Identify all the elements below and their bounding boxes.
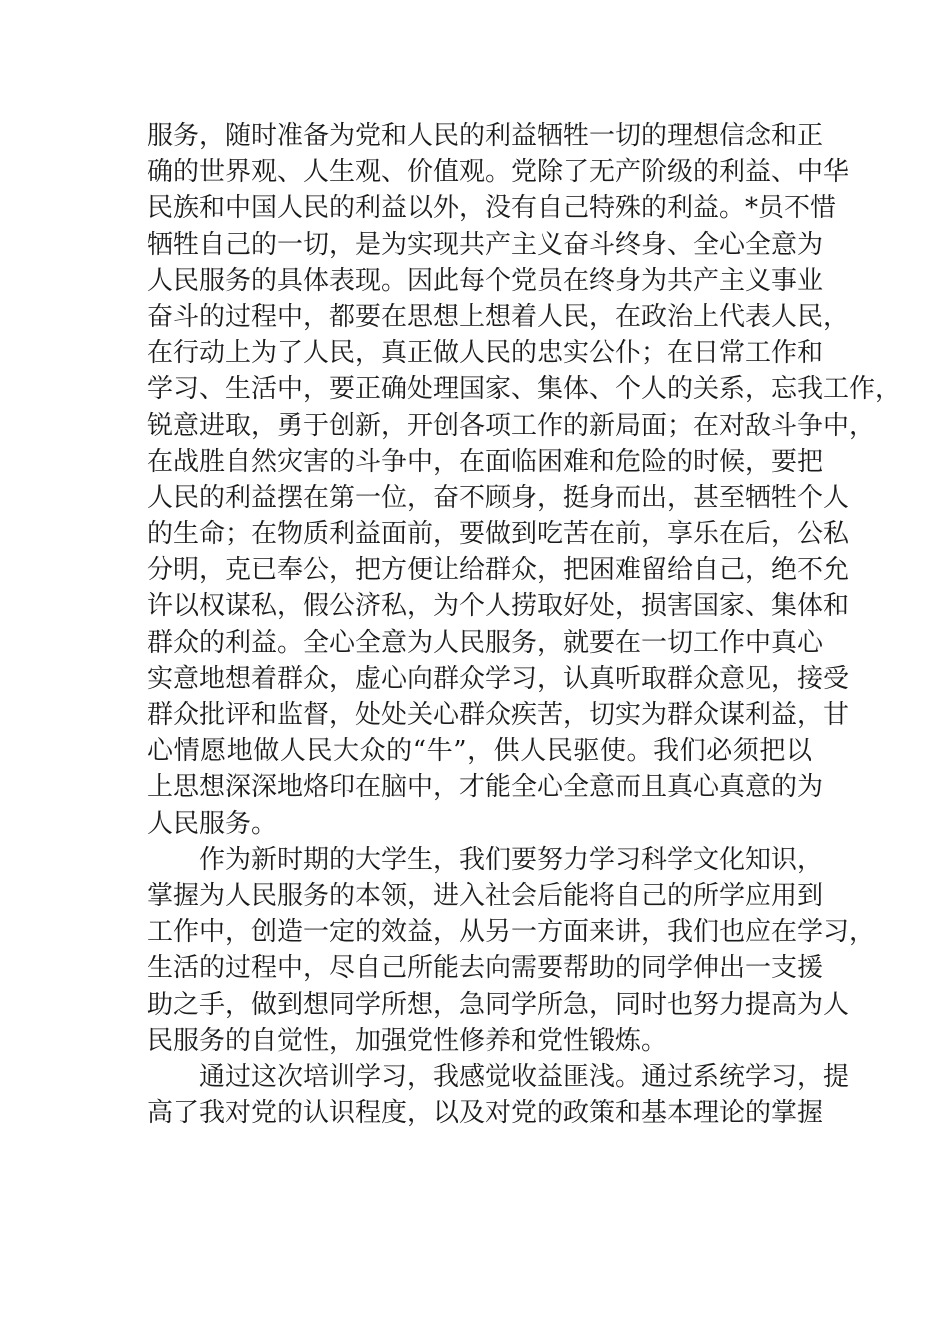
text-line: 群众批评和监督，处处关心群众疾苦，切实为群众谋利益，甘 — [147, 700, 850, 730]
text-line: 的生命；在物质利益面前，要做到吃苦在前，享乐在后，公私 — [147, 519, 850, 550]
text-line: 高了我对党的认识程度，以及对党的政策和基本理论的掌握 — [147, 1098, 824, 1129]
document-body — [147, 118, 902, 1131]
text-line: 心情愿地做人民大众的“牛”，供人民驱使。我们必须把以 — [147, 736, 812, 767]
text-line: 锐意进取，勇于创新，开创各项工作的新局面；在对敌斗争中， — [147, 410, 876, 441]
text-line: 学习、生活中，要正确处理国家、集体、个人的关系，忘我工作， — [147, 374, 902, 405]
paragraph-start-line: 作为新时期的大学生，我们要努力学习科学文化知识， — [199, 844, 824, 875]
text-line: 在战胜自然灾害的斗争中，在面临困难和危险的时候，要把 — [147, 446, 824, 477]
text-line: 人民服务的具体表现。因此每个党员在终身为共产主义事业 — [147, 265, 824, 296]
text-line: 分明，克已奉公，把方便让给群众，把困难留给自己，绝不允 — [147, 555, 850, 586]
text-line: 在行动上为了人民，真正做人民的忠实公仆；在日常工作和 — [147, 338, 824, 369]
text-line: 群众的利益。全心全意为人民服务，就要在一切工作中真心 — [147, 627, 824, 658]
text-line: 掌握为人民服务的本领，进入社会后能将自己的所学应用到 — [147, 880, 824, 911]
text-line: 奋斗的过程中，都要在思想上想着人民，在政治上代表人民， — [147, 301, 850, 332]
text-line: 确的世界观、人生观、价值观。党除了无产阶级的利益、中华 — [147, 157, 850, 188]
paragraph-end-line: 民服务的自觉性，加强党性修养和党性锻炼。 — [147, 1025, 668, 1056]
text-line: 生活的过程中，尽自己所能去向需要帮助的同学伸出一支援 — [147, 953, 824, 984]
paragraph-end-line: 人民服务。 — [147, 808, 278, 839]
text-line: 上思想深深地烙印在脑中，才能全心全意而且真心真意的为 — [147, 772, 824, 803]
text-line: 服务，随时准备为党和人民的利益牺牲一切的理想信念和正 — [147, 121, 824, 151]
text-line: 民族和中国人民的利益以外，没有自己特殊的利益。*员不惜 — [147, 193, 837, 224]
paragraph-start-line: 通过这次培训学习，我感觉收益匪浅。通过系统学习，提 — [199, 1061, 850, 1092]
text-line: 助之手，做到想同学所想，急同学所急，同时也努力提高为人 — [147, 989, 850, 1020]
text-line: 牺牲自己的一切，是为实现共产主义奋斗终身、全心全意为 — [147, 229, 824, 260]
text-line: 工作中，创造一定的效益，从另一方面来讲，我们也应在学习， — [147, 917, 876, 948]
text-line: 许以权谋私，假公济私，为个人捞取好处，损害国家、集体和 — [147, 591, 850, 622]
text-line: 人民的利益摆在第一位，奋不顾身，挺身而出，甚至牺牲个人 — [147, 482, 850, 513]
text-line: 实意地想着群众，虚心向群众学习，认真听取群众意见，接受 — [147, 663, 850, 694]
